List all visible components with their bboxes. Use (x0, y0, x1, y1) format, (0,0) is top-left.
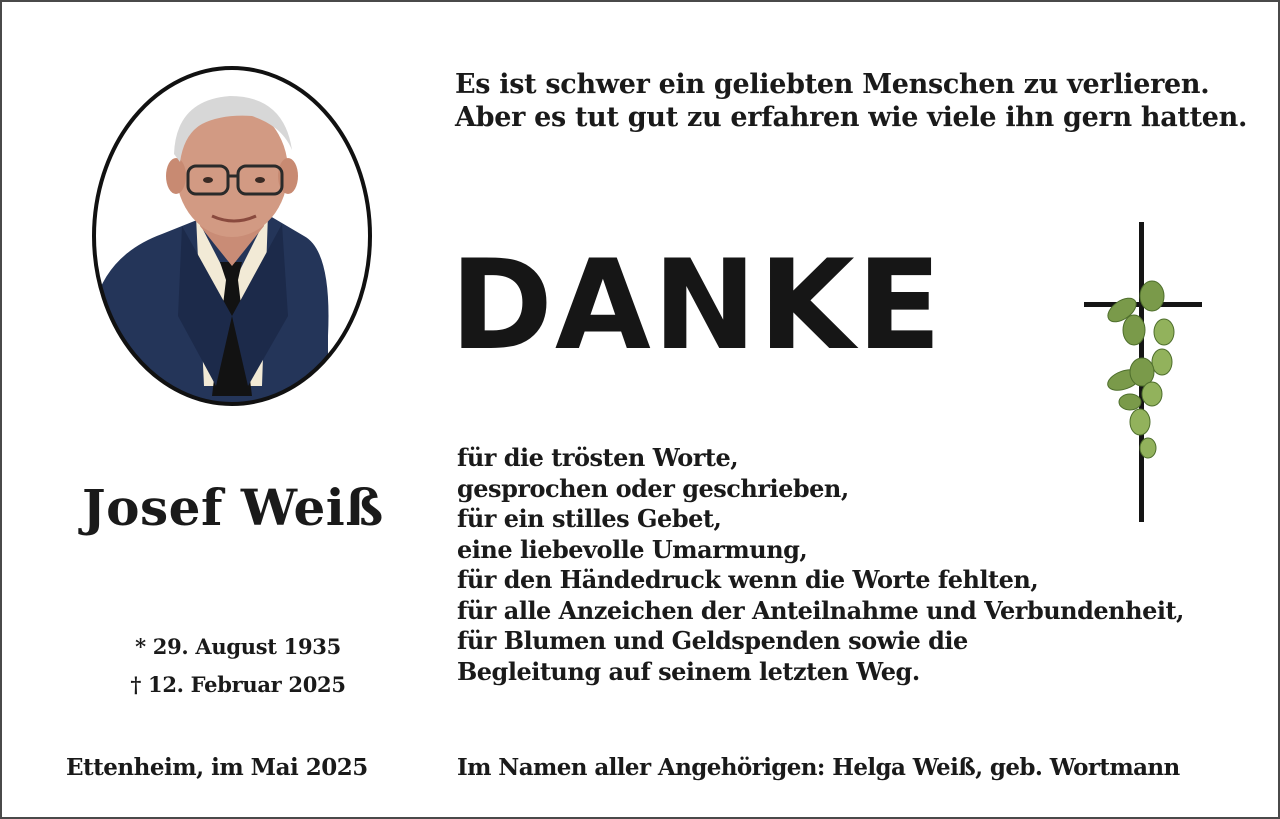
portrait-illustration (92, 66, 372, 406)
thanks-line: Begleitung auf seinem letzten Weg. (457, 656, 920, 686)
thanks-line: für Blumen und Geldspenden sowie die (457, 626, 968, 655)
thanks-line: für den Händedruck wenn die Worte fehlten, (457, 565, 1039, 594)
thanks-line: für alle Anzeichen der Anteilnahme und Verbundenheit, (457, 595, 1184, 625)
quote-line-2: Aber es tut gut zu erfahren wie viele ihn gern hatten. (455, 102, 1248, 133)
thanks-list (457, 443, 1184, 687)
family-signature: Im Namen aller Angehörigen: Helga Weiß, geb. Wortmann (457, 754, 1180, 781)
thanks-line: gesprochen oder geschrieben, (457, 473, 849, 503)
thanks-line: für die trösten Worte, (457, 443, 739, 472)
thanks-line: eine liebevolle Umarmung, (457, 534, 808, 564)
quote-line-1: Es ist schwer ein geliebten Menschen zu verlieren. (455, 69, 1210, 100)
portrait-photo (92, 66, 372, 406)
place-and-date: Ettenheim, im Mai 2025 (66, 754, 368, 781)
thanks-line: für ein stilles Gebet, (457, 504, 722, 533)
headline-danke: DANKE (450, 234, 944, 378)
birth-date: * 29. August 1935 (135, 634, 341, 659)
opening-quote (455, 68, 1247, 134)
life-dates (80, 628, 396, 704)
deceased-name: Josef Weiß (82, 478, 384, 537)
death-date: † 12. Februar 2025 (130, 672, 346, 697)
